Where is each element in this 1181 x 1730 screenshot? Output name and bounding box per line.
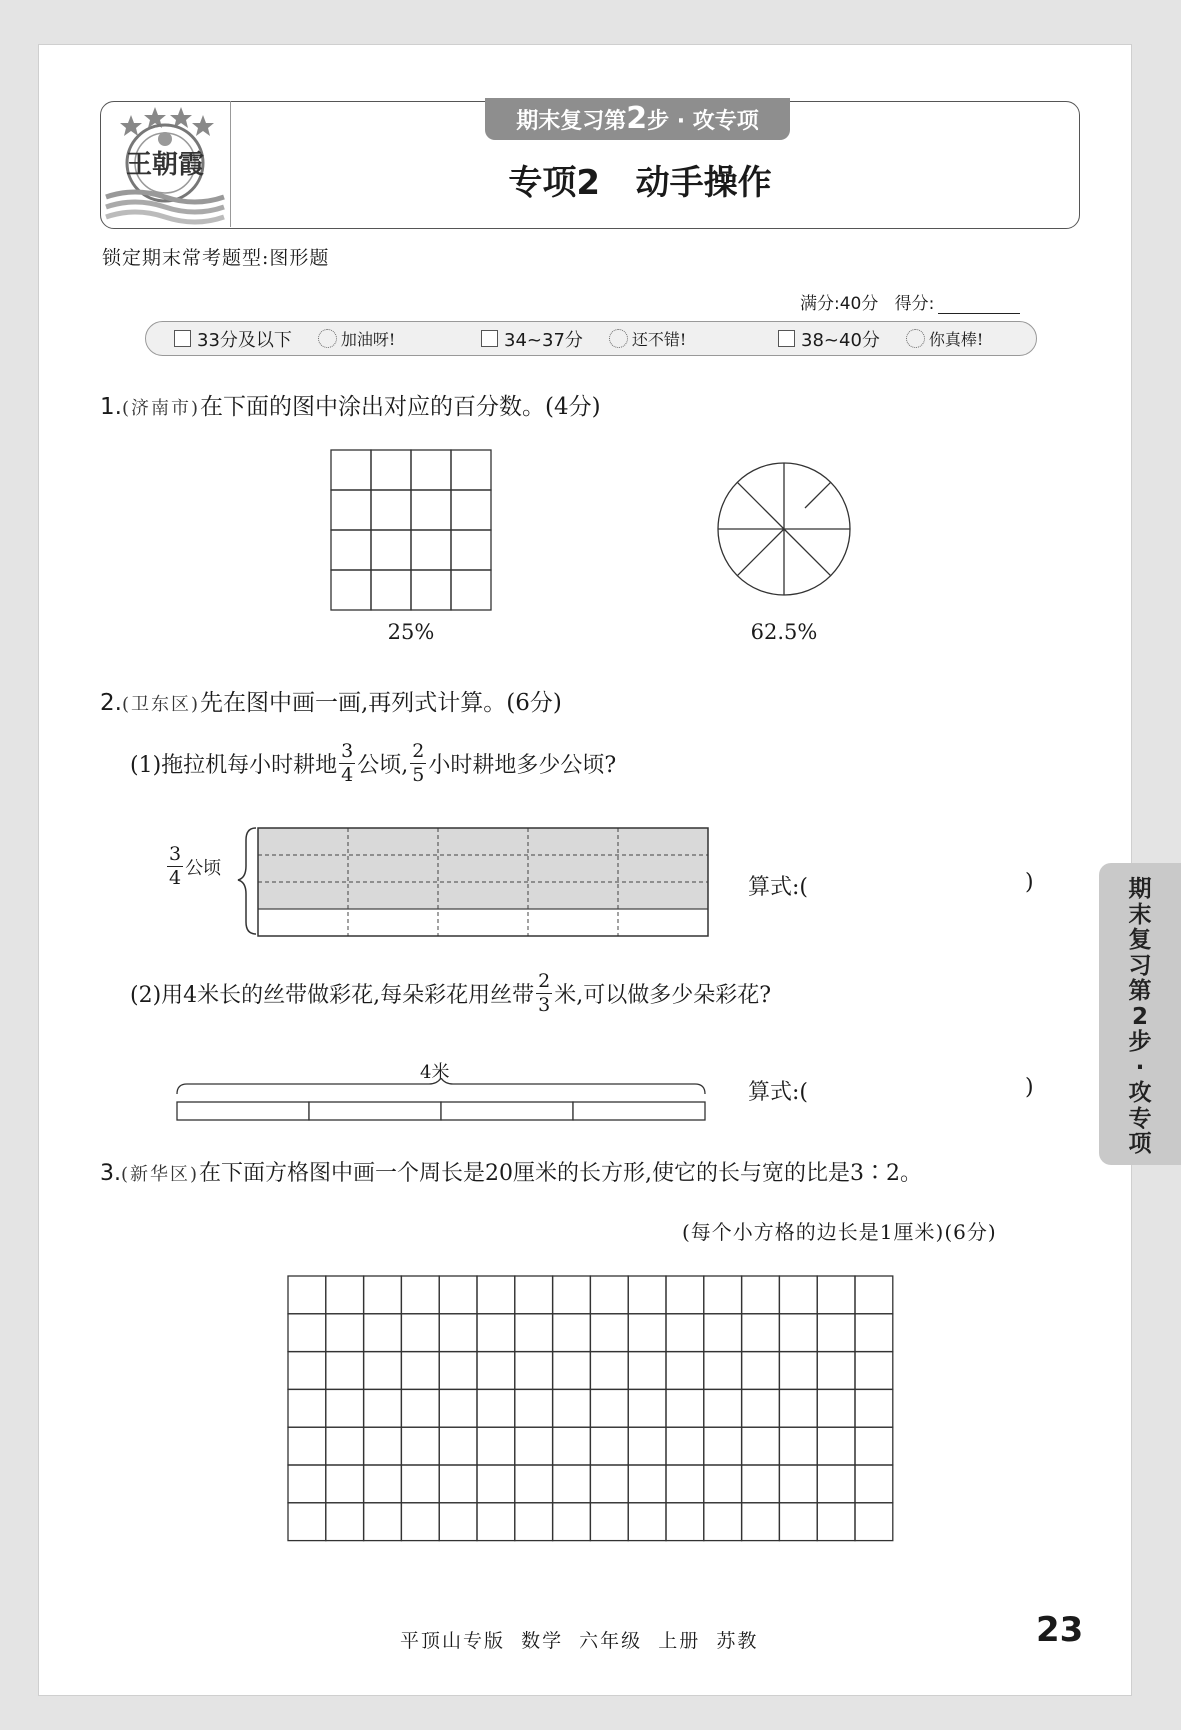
- ribbon-segment: [177, 1102, 309, 1120]
- rating-cheer: 加油呀!: [340, 330, 396, 349]
- grid-cell[interactable]: [666, 1389, 704, 1427]
- rating-cheer: 还不错!: [631, 330, 687, 349]
- page-number: 23: [1036, 1610, 1084, 1650]
- grid-cell[interactable]: [451, 450, 491, 490]
- grid-cell[interactable]: [666, 1314, 704, 1352]
- grid-cell[interactable]: [411, 570, 451, 610]
- q1-grid-caption: 25%: [387, 620, 435, 644]
- grid-cell[interactable]: [326, 1314, 364, 1352]
- grid-cell[interactable]: [855, 1465, 893, 1503]
- q2-p1-formula[interactable]: [748, 870, 808, 901]
- formula-close: ): [1025, 870, 1034, 895]
- grid-cell[interactable]: [451, 570, 491, 610]
- grid-cell[interactable]: [364, 1314, 402, 1352]
- grid-cell[interactable]: [477, 1503, 515, 1541]
- grid-cell[interactable]: [553, 1352, 591, 1390]
- side-tab-char: 攻: [1128, 1080, 1152, 1106]
- rating-item: [778, 322, 983, 355]
- grid-cell[interactable]: [439, 1503, 477, 1541]
- subtitle: 锁定期末常考题型:图形题: [102, 247, 330, 269]
- grid-cell[interactable]: [371, 530, 411, 570]
- q3-title: [100, 1156, 922, 1187]
- grid-cell[interactable]: [666, 1427, 704, 1465]
- q1-region: (济南市): [121, 398, 200, 419]
- grid-cell[interactable]: [439, 1427, 477, 1465]
- grid-cell[interactable]: [477, 1314, 515, 1352]
- full-score-label: 满分:40分: [800, 294, 879, 314]
- grid-cell[interactable]: [515, 1276, 553, 1314]
- grid-cell[interactable]: [817, 1389, 855, 1427]
- curly-brace-icon: [236, 826, 258, 936]
- fraction-label: $\frac{3}{4}$: [169, 843, 182, 889]
- grid-cell[interactable]: [666, 1465, 704, 1503]
- q2-region: (卫东区): [121, 694, 200, 715]
- q2-p1-text: [130, 742, 616, 785]
- q3-region: (新华区): [121, 1164, 200, 1185]
- ribbon-segment: [573, 1102, 705, 1120]
- stage-number: 2: [626, 101, 648, 136]
- score-label: 得分:: [894, 294, 935, 314]
- grid-cell[interactable]: [553, 1314, 591, 1352]
- grid-cell[interactable]: [779, 1503, 817, 1541]
- grid-cell[interactable]: [326, 1389, 364, 1427]
- grid-cell[interactable]: [553, 1503, 591, 1541]
- grid-cell[interactable]: [590, 1352, 628, 1390]
- grid-cell[interactable]: [742, 1314, 780, 1352]
- q2-text: 先在图中画一画,再列式计算。(6分): [200, 690, 562, 716]
- grid-cell[interactable]: [553, 1427, 591, 1465]
- shaded-area: [258, 828, 708, 909]
- grid-cell[interactable]: [364, 1465, 402, 1503]
- footer-edition: 平顶山专版 数学 六年级 上册 苏教: [400, 1630, 759, 1652]
- grid-cell[interactable]: [628, 1465, 666, 1503]
- q3-number: 3.: [100, 1161, 121, 1186]
- side-tab-char: 期: [1128, 876, 1152, 902]
- q2-p1-bracket-label: [165, 845, 221, 888]
- grid-cell[interactable]: [855, 1503, 893, 1541]
- logo-badge-icon: [100, 101, 230, 227]
- grid-cell[interactable]: [411, 450, 451, 490]
- stage-suffix: 步 · 攻专项: [647, 109, 759, 134]
- smiley-icon: [318, 329, 337, 348]
- grid-cell[interactable]: [590, 1503, 628, 1541]
- q1-text: 在下面的图中涂出对应的百分数。(4分): [200, 394, 601, 420]
- rating-range: 38~40分: [801, 329, 880, 351]
- side-tab-char: 习: [1128, 952, 1152, 979]
- grid-cell[interactable]: [439, 1314, 477, 1352]
- grid-cell[interactable]: [515, 1427, 553, 1465]
- grid-cell[interactable]: [401, 1352, 439, 1390]
- grid-cell[interactable]: [628, 1276, 666, 1314]
- q1-number: 1.: [100, 394, 122, 420]
- side-tab-char: 2: [1131, 1003, 1148, 1030]
- rating-range: 33分及以下: [197, 329, 292, 351]
- grid-cell[interactable]: [401, 1314, 439, 1352]
- page-title: 专项2 动手操作: [508, 163, 772, 203]
- grid-cell[interactable]: [401, 1427, 439, 1465]
- rating-range: 34~37分: [504, 329, 583, 351]
- grid-cell[interactable]: [817, 1503, 855, 1541]
- grid-cell[interactable]: [779, 1389, 817, 1427]
- grid-cell[interactable]: [855, 1389, 893, 1427]
- grid-cell[interactable]: [401, 1276, 439, 1314]
- grid-cell[interactable]: [590, 1427, 628, 1465]
- q3-text: 在下面方格图中画一个周长是20厘米的长方形,使它的长与宽的比是3∶2。: [199, 1161, 923, 1186]
- q1-circle[interactable]: [716, 461, 852, 597]
- grid-cell[interactable]: [477, 1276, 515, 1314]
- q2-title: [100, 684, 562, 717]
- sector-line: [737, 482, 784, 529]
- grid-cell[interactable]: [411, 530, 451, 570]
- fraction-3-4: $\frac{3}{4}$: [341, 740, 354, 786]
- rating-item: [481, 322, 686, 355]
- grid-cell[interactable]: [477, 1352, 515, 1390]
- q2-p2-prefix: (2)用4米长的丝带做彩花,每朵彩花用丝带: [130, 983, 535, 1008]
- grid-cell[interactable]: [439, 1276, 477, 1314]
- grid-cell[interactable]: [515, 1314, 553, 1352]
- side-tab-char: 末: [1128, 901, 1152, 928]
- grid-cell[interactable]: [326, 1503, 364, 1541]
- grid-cell[interactable]: [628, 1314, 666, 1352]
- grid-cell[interactable]: [331, 450, 371, 490]
- sector-line: [737, 529, 784, 576]
- grid-cell[interactable]: [590, 1314, 628, 1352]
- q1-title: [100, 388, 601, 421]
- grid-cell[interactable]: [288, 1276, 326, 1314]
- grid-cell[interactable]: [855, 1276, 893, 1314]
- formula-label: 算式:(: [748, 875, 808, 900]
- rating-checkbox[interactable]: [174, 330, 191, 347]
- fraction-2-3: $\frac{2}{3}$: [538, 970, 551, 1016]
- grid-cell[interactable]: [439, 1352, 477, 1390]
- grid-cell[interactable]: [855, 1314, 893, 1352]
- grid-cell[interactable]: [855, 1352, 893, 1390]
- grid-cell[interactable]: [371, 570, 411, 610]
- side-tab-char: 步: [1128, 1029, 1152, 1055]
- grid-cell[interactable]: [331, 490, 371, 530]
- grid-cell[interactable]: [371, 490, 411, 530]
- grid-cell[interactable]: [288, 1352, 326, 1390]
- grid-cell[interactable]: [590, 1465, 628, 1503]
- grid-cell[interactable]: [515, 1389, 553, 1427]
- side-tab-char: 第: [1128, 978, 1152, 1004]
- grid-cell[interactable]: [331, 570, 371, 610]
- grid-cell[interactable]: [364, 1276, 402, 1314]
- grid-cell[interactable]: [704, 1427, 742, 1465]
- q2-number: 2.: [100, 690, 122, 716]
- q2-p2-text: [130, 972, 771, 1015]
- grid-cell[interactable]: [401, 1389, 439, 1427]
- q1-circle-caption: 62.5%: [750, 620, 818, 644]
- grid-cell[interactable]: [742, 1427, 780, 1465]
- grid-cell[interactable]: [704, 1314, 742, 1352]
- grid-cell[interactable]: [364, 1503, 402, 1541]
- grid-cell[interactable]: [779, 1352, 817, 1390]
- publisher-logo: [100, 101, 231, 227]
- grid-cell[interactable]: [742, 1465, 780, 1503]
- grid-cell[interactable]: [288, 1314, 326, 1352]
- grid-cell[interactable]: [628, 1503, 666, 1541]
- grid-cell[interactable]: [477, 1389, 515, 1427]
- side-tab-char: 项: [1128, 1131, 1152, 1157]
- grid-cell[interactable]: [817, 1352, 855, 1390]
- grid-cell[interactable]: [628, 1389, 666, 1427]
- grid-cell[interactable]: [590, 1276, 628, 1314]
- grid-cell[interactable]: [515, 1503, 553, 1541]
- rating-checkbox[interactable]: [481, 330, 498, 347]
- grid-cell[interactable]: [628, 1352, 666, 1390]
- smiley-icon: [906, 329, 925, 348]
- grid-cell[interactable]: [817, 1276, 855, 1314]
- grid-cell[interactable]: [326, 1352, 364, 1390]
- grid-cell[interactable]: [326, 1276, 364, 1314]
- grid-cell[interactable]: [331, 530, 371, 570]
- score-line: [800, 289, 1020, 314]
- grid-cell[interactable]: [779, 1314, 817, 1352]
- grid-cell[interactable]: [779, 1465, 817, 1503]
- sector-line: [805, 482, 831, 508]
- ribbon-segment: [309, 1102, 441, 1120]
- grid-cell[interactable]: [288, 1503, 326, 1541]
- grid-cell[interactable]: [288, 1389, 326, 1427]
- side-tab-char: 专: [1128, 1105, 1152, 1132]
- grid-cell[interactable]: [553, 1276, 591, 1314]
- unit-label: 公顷: [185, 857, 222, 879]
- q2-p1-mid: 公顷,: [357, 753, 409, 778]
- grid-cell[interactable]: [779, 1427, 817, 1465]
- grid-cell[interactable]: [817, 1314, 855, 1352]
- grid-cell[interactable]: [704, 1352, 742, 1390]
- grid-cell[interactable]: [590, 1389, 628, 1427]
- q2-p1-rectangle[interactable]: [256, 826, 710, 938]
- q1-square-grid[interactable]: [330, 449, 492, 611]
- q2-p1-prefix: (1)拖拉机每小时耕地: [130, 753, 338, 778]
- grid-cell[interactable]: [704, 1389, 742, 1427]
- smiley-icon: [609, 329, 628, 348]
- grid-cell[interactable]: [553, 1465, 591, 1503]
- q3-note: (每个小方格的边长是1厘米)(6分): [682, 1220, 997, 1244]
- q2-p2-suffix: 米,可以做多少朵彩花?: [554, 983, 772, 1008]
- grid-cell[interactable]: [704, 1465, 742, 1503]
- score-blank[interactable]: [938, 297, 1020, 314]
- grid-cell[interactable]: [817, 1427, 855, 1465]
- grid-cell[interactable]: [742, 1276, 780, 1314]
- formula-close: ): [1025, 1075, 1034, 1100]
- grid-cell[interactable]: [401, 1465, 439, 1503]
- ribbon-length-label: 4米: [420, 1062, 450, 1083]
- grid-cell[interactable]: [515, 1352, 553, 1390]
- sector-line: [784, 529, 831, 576]
- grid-cell[interactable]: [439, 1389, 477, 1427]
- rating-item: [174, 322, 395, 355]
- grid-cell[interactable]: [439, 1465, 477, 1503]
- side-tab-char: 复: [1128, 927, 1152, 953]
- grid-cell[interactable]: [364, 1352, 402, 1390]
- rating-checkbox[interactable]: [778, 330, 795, 347]
- grid-cell[interactable]: [779, 1276, 817, 1314]
- q2-p1-suffix: 小时耕地多少公顷?: [428, 753, 617, 778]
- grid-cell[interactable]: [704, 1503, 742, 1541]
- grid-cell[interactable]: [515, 1465, 553, 1503]
- grid-cell[interactable]: [628, 1427, 666, 1465]
- grid-cell[interactable]: [326, 1465, 364, 1503]
- ribbon-segment: [441, 1102, 573, 1120]
- grid-cell[interactable]: [666, 1503, 704, 1541]
- side-section-tab: [1099, 863, 1181, 1165]
- grid-cell[interactable]: [817, 1465, 855, 1503]
- grid-cell[interactable]: [288, 1427, 326, 1465]
- grid-cell[interactable]: [451, 490, 491, 530]
- grid-cell[interactable]: [364, 1427, 402, 1465]
- grid-cell[interactable]: [855, 1427, 893, 1465]
- grid-cell[interactable]: [742, 1389, 780, 1427]
- grid-cell[interactable]: [411, 490, 451, 530]
- side-tab-char: ·: [1135, 1054, 1145, 1081]
- q3-square-grid[interactable]: [287, 1275, 895, 1543]
- rating-bar: [145, 321, 1037, 356]
- q2-p2-ribbon[interactable]: [175, 1078, 709, 1124]
- formula-label: 算式:(: [748, 1080, 808, 1105]
- grid-cell[interactable]: [326, 1427, 364, 1465]
- rating-cheer: 你真棒!: [928, 330, 984, 349]
- grid-cell[interactable]: [704, 1276, 742, 1314]
- stage-tab: [485, 98, 790, 140]
- stage-prefix: 期末复习第: [516, 109, 627, 134]
- svg-text:王朝霞: 王朝霞: [125, 150, 205, 180]
- grid-cell[interactable]: [742, 1503, 780, 1541]
- grid-cell[interactable]: [401, 1503, 439, 1541]
- grid-cell[interactable]: [371, 450, 411, 490]
- grid-cell[interactable]: [742, 1352, 780, 1390]
- grid-cell[interactable]: [477, 1465, 515, 1503]
- fraction-2-5: $\frac{2}{5}$: [412, 740, 425, 786]
- side-tab-text: [1099, 877, 1181, 1158]
- grid-cell[interactable]: [666, 1352, 704, 1390]
- grid-cell[interactable]: [666, 1276, 704, 1314]
- q2-p2-formula[interactable]: [748, 1075, 808, 1106]
- grid-cell[interactable]: [553, 1389, 591, 1427]
- grid-cell[interactable]: [364, 1389, 402, 1427]
- grid-cell[interactable]: [451, 530, 491, 570]
- grid-cell[interactable]: [477, 1427, 515, 1465]
- grid-cell[interactable]: [288, 1465, 326, 1503]
